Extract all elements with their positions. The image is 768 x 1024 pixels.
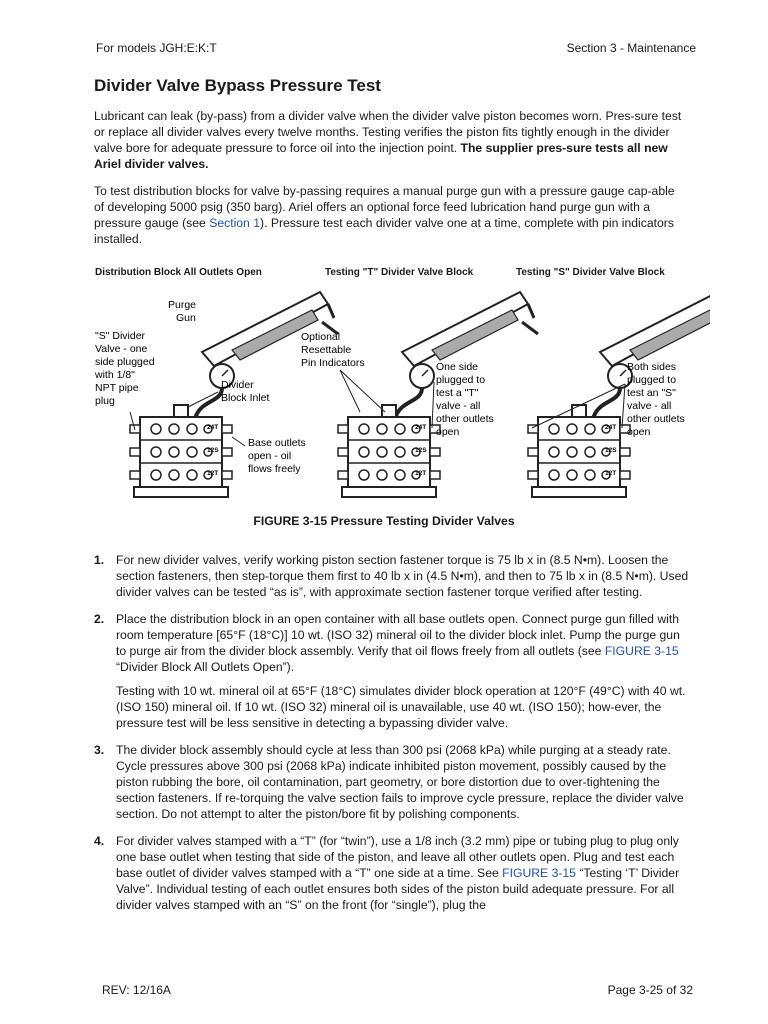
step-number: 3. (94, 743, 105, 757)
figure-title-t-valve: Testing "T" Divider Valve Block (325, 267, 474, 278)
step-text-before: Place the distribution block in an open container with all base outlets open. Connect purge gun filled with room temperature [65°F (18°C)] 10 wt. (ISO 32) mineral oil to the divider block inlet. Pump the purge gun to purge air from the divider block assembly. Verify that oil flows freely from all outlets (see (116, 612, 680, 658)
step-text-after: “Testing ‘T’ Divider Valve”. Individual testing of each outlet ensures both sides of the piston build adequate pressure. For all divider valves stamped with an “S” on the front (for “single”), plug the (116, 866, 680, 912)
label-one-side: One side plugged to test a "T" valve - all other outlets open (436, 361, 494, 438)
test-paragraph (94, 183, 686, 247)
figure-title-all-open: Distribution Block All Outlets Open (95, 267, 262, 278)
mark-24t-2: 24T (415, 424, 427, 431)
list-item (94, 742, 692, 822)
label-optional-pin-indicators: Optional Resettable Pin Indicators (301, 331, 365, 369)
steps-list (94, 552, 692, 924)
mark-12t-2: 12T (415, 470, 427, 477)
pressure-test-figure (90, 262, 710, 507)
list-item (94, 552, 692, 600)
section-1-link[interactable]: Section 1 (209, 216, 261, 230)
mark-12s-2: 12S (415, 447, 427, 454)
mark-12t-3: 12T (605, 470, 617, 477)
mark-12s-1: 12S (207, 447, 219, 454)
step-text-after: “Divider Block All Outlets Open”). (116, 660, 295, 674)
intro-text: Lubricant can leak (by-pass) from a divider valve when the divider valve piston becomes worn. Pres-sure test or replace all divider valves every twelve months. Testing verifies the piston fits tightly enough in the divider valve bore for adequate pressure to force oil into the injection point. (94, 109, 682, 155)
mark-12s-3: 12S (605, 447, 617, 454)
list-item (94, 611, 692, 675)
figure-title-s-valve: Testing "S" Divider Valve Block (516, 267, 665, 278)
test-text-after: ). Pressure test each divider valve one at a time, complete with pin indicators installed. (94, 216, 674, 246)
intro-bold: The supplier pres-sure tests all new Ariel divider valves. (94, 141, 668, 171)
step-number: 2. (94, 612, 105, 626)
label-s-valve: "S" Divider Valve - one side plugged with 1/8" NPT pipe plug (95, 330, 155, 407)
label-purge-gun-2: Gun (176, 312, 196, 324)
label-purge-gun: Purge (168, 299, 197, 311)
label-base-outlets: Base outlets open - oil flows freely (248, 437, 306, 475)
mark-24t-3: 24T (605, 424, 617, 431)
intro-paragraph (94, 108, 686, 172)
figure-3-15-link[interactable]: FIGURE 3-15 (502, 866, 576, 880)
list-item (94, 833, 692, 913)
mark-24t-1: 24T (207, 424, 219, 431)
step-text-before: For divider valves stamped with a “T” (for “twin”), use a 1/8 inch (3.2 mm) pipe or tubing plug to plug only one base outlet when testing that side of the piston, and leave all other outlets open. Plug and test each base outlet of divider valves stamped with a “T” one side at a time. See (116, 834, 679, 880)
figure-caption: FIGURE 3-15 Pressure Testing Divider Valves (253, 514, 515, 528)
header-section: Section 3 - Maintenance (566, 41, 696, 55)
step-text: For new divider valves, verify working piston section fastener torque is 75 lb x in (8.5 N•m). Loosen the section fasteners, then step-torque them first to 40 lb x in (4.5 N•m), and then to 75 lb x in (8.5 N•m). Used divider valves can be tested “as is”, with approximate section fastener torque verified after testing. (116, 553, 689, 599)
step-text: The divider block assembly should cycle at less than 300 psi (2068 kPa) while purging at a steady rate. Cycle pressures above 300 psi (2068 kPa) indicate inhibited piston movement, possibly caused by the piston rubbing the bore, oil contamination, part geometry, or bore distortion due to over-tightening the section fasteners. If re-torquing the valve section fails to improve cycle pressure, replace the divider valve section. Do not attempt to alter the piston/bore fit by polishing components. (116, 743, 684, 821)
test-text-before: To test distribution blocks for valve by-passing requires a manual purge gun with a pressure gauge cap-able of developing 5000 psig (350 barg). Ariel offers an optional force feed lubrication hand purge gun with a pressure gauge (see (94, 184, 675, 230)
mark-12t-1: 12T (207, 470, 219, 477)
footer-revision: REV: 12/16A (102, 983, 171, 997)
footer-page-number: Page 3-25 of 32 (607, 983, 693, 997)
label-both-sides: Both sides plugged to test an "S" valve - all other outlets open (627, 361, 685, 438)
step-2-note: Testing with 10 wt. mineral oil at 65°F (18°C) simulates divider block operation at 120°F (49°C) with 40 wt. (ISO 150) mineral oil. If 10 wt. (ISO 32) mineral oil is unavailable, use 40 wt. (ISO 150); how-ever, the pressure test will be less sensitive in detecting a bypassing divider valve. (116, 684, 686, 730)
step-number: 4. (94, 834, 105, 848)
figure-3-15-link[interactable]: FIGURE 3-15 (604, 644, 679, 658)
header-models: For models JGH:E:K:T (96, 41, 217, 55)
page-title: Divider Valve Bypass Pressure Test (94, 76, 381, 95)
label-divider-inlet: Divider Block Inlet (221, 379, 270, 404)
step-number: 1. (94, 553, 105, 567)
